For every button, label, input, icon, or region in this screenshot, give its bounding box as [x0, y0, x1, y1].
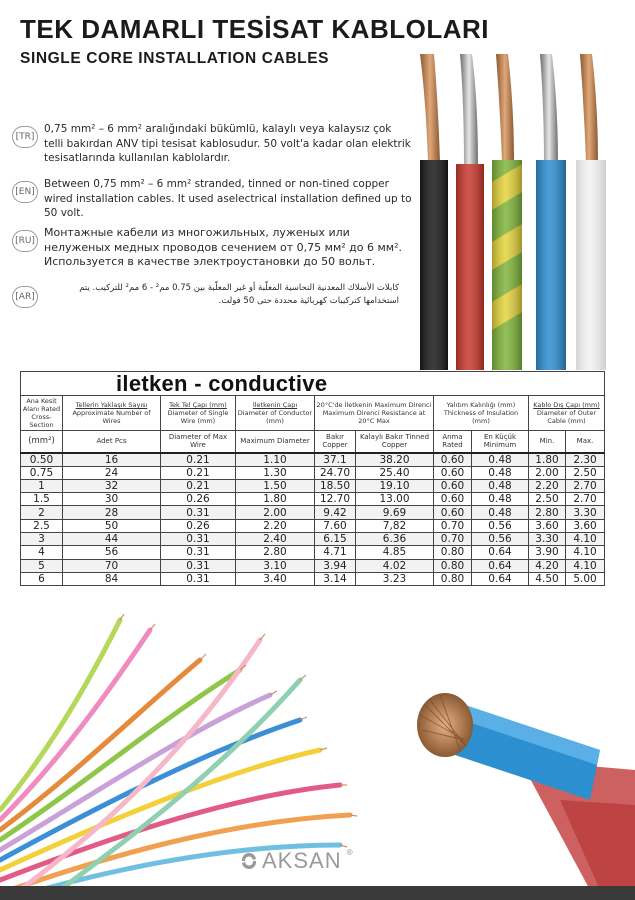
- description-text-tr: 0,75 mm² – 6 mm² aralığındaki bükümlü, kalaylı veya kalaysız çok telli bakırdan ANV tipi tesisat kablosudur. 50 volt'a kadar olan elektrik tesisatlarında kullanılan kablolardır.: [44, 123, 411, 164]
- table-cell: 4.02: [356, 559, 434, 572]
- header-wire-diameter: Tek Tel Çapı (mm) Diameter of Single Wire (mm): [161, 396, 236, 431]
- header-max-wire: Diameter of Max Wire: [161, 431, 236, 453]
- table-cell: 2.80: [529, 506, 566, 519]
- table-cell: 0.80: [434, 546, 472, 559]
- table-cell: 2.00: [529, 466, 566, 479]
- page-subtitle: SINGLE CORE INSTALLATION CABLES: [20, 50, 330, 67]
- table-cell: 18.50: [315, 479, 356, 492]
- table-cell: 2.70: [566, 493, 605, 506]
- table-row: [21, 519, 605, 532]
- table-cell: 1.30: [236, 466, 315, 479]
- table-cell: 56: [63, 546, 161, 559]
- table-cell: 2.50: [529, 493, 566, 506]
- language-tag-en: [EN]: [12, 181, 38, 203]
- header-resistance: 20°C'de İletkenin Maximum Direnci Maximum Direnci Resistance at 20°C Max: [315, 396, 434, 431]
- table-cell: 44: [63, 532, 161, 545]
- table-cell: 19.10: [356, 479, 434, 492]
- table-heading: iletken - conductive: [116, 371, 328, 396]
- table-cell: 0.60: [434, 506, 472, 519]
- table-cell: 4.50: [529, 572, 566, 585]
- table-cell: 9.69: [356, 506, 434, 519]
- table-cell: 3.10: [236, 559, 315, 572]
- table-cell: 3.14: [315, 572, 356, 585]
- header-number-of-wires: Tellerin Yaklaşık Sayısı Approximate Number of Wires: [63, 396, 161, 431]
- table-cell: 24.70: [315, 466, 356, 479]
- table-cell: 9.42: [315, 506, 356, 519]
- language-tag-ar: [AR]: [12, 286, 38, 308]
- header-max: Max.: [566, 431, 605, 453]
- table-cell: 4.20: [529, 559, 566, 572]
- table-cell: 3.60: [566, 519, 605, 532]
- table-cell: 2.00: [236, 506, 315, 519]
- table-cell: 3.30: [529, 532, 566, 545]
- table-cell: 2.20: [236, 519, 315, 532]
- table-cell: 28: [63, 506, 161, 519]
- table-cell: 0.75: [21, 466, 63, 479]
- table-cell: 0.60: [434, 479, 472, 492]
- brand-name: AKSAN: [262, 848, 342, 873]
- table-cell: 0.60: [434, 466, 472, 479]
- table-cell: 13.00: [356, 493, 434, 506]
- table-cell: 37.1: [315, 453, 356, 467]
- table-cell: 2.80: [236, 546, 315, 559]
- table-cell: 5: [21, 559, 63, 572]
- table-cell: 0.60: [434, 453, 472, 467]
- table-cell: 3.94: [315, 559, 356, 572]
- table-cell: 4.10: [566, 532, 605, 545]
- table-cell: 84: [63, 572, 161, 585]
- cable-bundle-photo-icon: [0, 600, 635, 890]
- table-cell: 4.10: [566, 559, 605, 572]
- header-copper: Bakır Copper: [315, 431, 356, 453]
- table-header-row-3: [21, 431, 605, 453]
- table-cell: 0.48: [472, 493, 529, 506]
- table-cell: 0.48: [472, 479, 529, 492]
- table-cell: 30: [63, 493, 161, 506]
- table-header-row-2: [21, 396, 605, 431]
- header-rated: Anma Rated: [434, 431, 472, 453]
- table-cell: 0.64: [472, 546, 529, 559]
- table-cell: 25.40: [356, 466, 434, 479]
- bottom-bar: [0, 886, 635, 900]
- table-cell: 0.21: [161, 479, 236, 492]
- table-cell: 0.64: [472, 572, 529, 585]
- description-text-ar: كابلات الأسلاك المعدنية النحاسية المعلّبة أو غير المعلّبة بين 0.75 مم² - 6 مم² للتركيب. يتم استخدامها كتركيبات كهربائية محددة حتى 50 فولت.: [79, 283, 399, 306]
- description-text-ru: Монтажные кабели из многожильных, луженых или нелуженых медных проводов сечением от 0,75 мм² до 6 мм². Используется в качестве электроустановки до 50 вольт.: [44, 226, 402, 268]
- language-tag-tr: [TR]: [12, 126, 38, 148]
- table-cell: 0.21: [161, 466, 236, 479]
- table-cell: 1: [21, 479, 63, 492]
- table-cell: 3.60: [529, 519, 566, 532]
- table-cell: 0.48: [472, 453, 529, 467]
- header-cross-section: Ana Kesit Alanı Rated Cross-Section: [21, 396, 63, 431]
- table-cell: 0.56: [472, 519, 529, 532]
- table-cell: 0.48: [472, 466, 529, 479]
- table-cell: 4: [21, 546, 63, 559]
- table-cell: 24: [63, 466, 161, 479]
- specification-table: [20, 371, 605, 586]
- table-cell: 2.20: [529, 479, 566, 492]
- brand-registered-mark: ®: [345, 848, 354, 857]
- table-cell: 1.5: [21, 493, 63, 506]
- table-row: [21, 546, 605, 559]
- table-cell: 2.50: [566, 466, 605, 479]
- table-cell: 0.31: [161, 532, 236, 545]
- table-cell: 0.21: [161, 453, 236, 467]
- table-cell: 0.48: [472, 506, 529, 519]
- table-row: [21, 466, 605, 479]
- table-cell: 6.15: [315, 532, 356, 545]
- table-cell: 50: [63, 519, 161, 532]
- table-cell: 0.70: [434, 519, 472, 532]
- table-cell: 7.60: [315, 519, 356, 532]
- header-tinned-copper: Kalaylı Bakır Tinned Copper: [356, 431, 434, 453]
- header-min: Min.: [529, 431, 566, 453]
- table-cell: 2: [21, 506, 63, 519]
- table-cell: 1.10: [236, 453, 315, 467]
- table-cell: 0.31: [161, 506, 236, 519]
- table-cell: 70: [63, 559, 161, 572]
- language-tag-ru: [RU]: [12, 230, 38, 252]
- table-cell: 0.80: [434, 572, 472, 585]
- table-cell: 38.20: [356, 453, 434, 467]
- brand-logo: [240, 848, 354, 874]
- table-cell: 0.31: [161, 559, 236, 572]
- table-row: [21, 453, 605, 467]
- aksan-logo-icon: [240, 852, 258, 870]
- table-cell: 1.80: [529, 453, 566, 467]
- table-cell: 4.10: [566, 546, 605, 559]
- table-row: [21, 559, 605, 572]
- table-cell: 2.5: [21, 519, 63, 532]
- table-cell: 6: [21, 572, 63, 585]
- table-cell: 0.64: [472, 559, 529, 572]
- table-row: [21, 506, 605, 519]
- table-cell: 0.60: [434, 493, 472, 506]
- description-text-en: Between 0,75 mm² – 6 mm² stranded, tinned or non-tined copper wired installation cables. It used aselectrical installation defined up to 50 volt.: [44, 178, 412, 219]
- table-row: [21, 572, 605, 585]
- table-cell: 0.70: [434, 532, 472, 545]
- table-cell: 7,82: [356, 519, 434, 532]
- header-outer-diameter: Kablo Dış Çapı (mm) Diameter of Outer Cable (mm): [529, 396, 605, 431]
- header-unit: (mm²): [21, 431, 63, 453]
- table-cell: 0.56: [472, 532, 529, 545]
- table-cell: 0.80: [434, 559, 472, 572]
- table-row: [21, 532, 605, 545]
- table-cell: 5.00: [566, 572, 605, 585]
- table-cell: 6.36: [356, 532, 434, 545]
- table-row: [21, 479, 605, 492]
- table-row: [21, 493, 605, 506]
- table-cell: 0.31: [161, 546, 236, 559]
- table-cell: 0.26: [161, 519, 236, 532]
- table-cell: 16: [63, 453, 161, 467]
- table-cell: 4.71: [315, 546, 356, 559]
- table-cell: 2.40: [236, 532, 315, 545]
- header-max-diameter: Maximum Diameter: [236, 431, 315, 453]
- table-cell: 3.23: [356, 572, 434, 585]
- header-minimum: En Küçük Minimum: [472, 431, 529, 453]
- table-cell: 1.80: [236, 493, 315, 506]
- table-cell: 0.50: [21, 453, 63, 467]
- page-title: TEK DAMARLI TESİSAT KABLOLARI: [20, 14, 489, 44]
- header-insulation: Yalıtım Kalınlığı (mm) Thickness of Insulation (mm): [434, 396, 529, 431]
- table-cell: 0.26: [161, 493, 236, 506]
- header-conductor-diameter: İletkenin Çapı Diameter of Conductor (mm): [236, 396, 315, 431]
- table-cell: 4.85: [356, 546, 434, 559]
- table-cell: 3.40: [236, 572, 315, 585]
- table-cell: 3: [21, 532, 63, 545]
- header-pcs: Adet Pcs: [63, 431, 161, 453]
- table-cell: 1.50: [236, 479, 315, 492]
- table-cell: 0.31: [161, 572, 236, 585]
- table-cell: 3.90: [529, 546, 566, 559]
- table-cell: 3.30: [566, 506, 605, 519]
- table-cell: 2.30: [566, 453, 605, 467]
- table-cell: 12.70: [315, 493, 356, 506]
- table-body: [21, 453, 605, 586]
- single-core-cables-photo-icon: [410, 52, 615, 370]
- table-cell: 2.70: [566, 479, 605, 492]
- table-cell: 32: [63, 479, 161, 492]
